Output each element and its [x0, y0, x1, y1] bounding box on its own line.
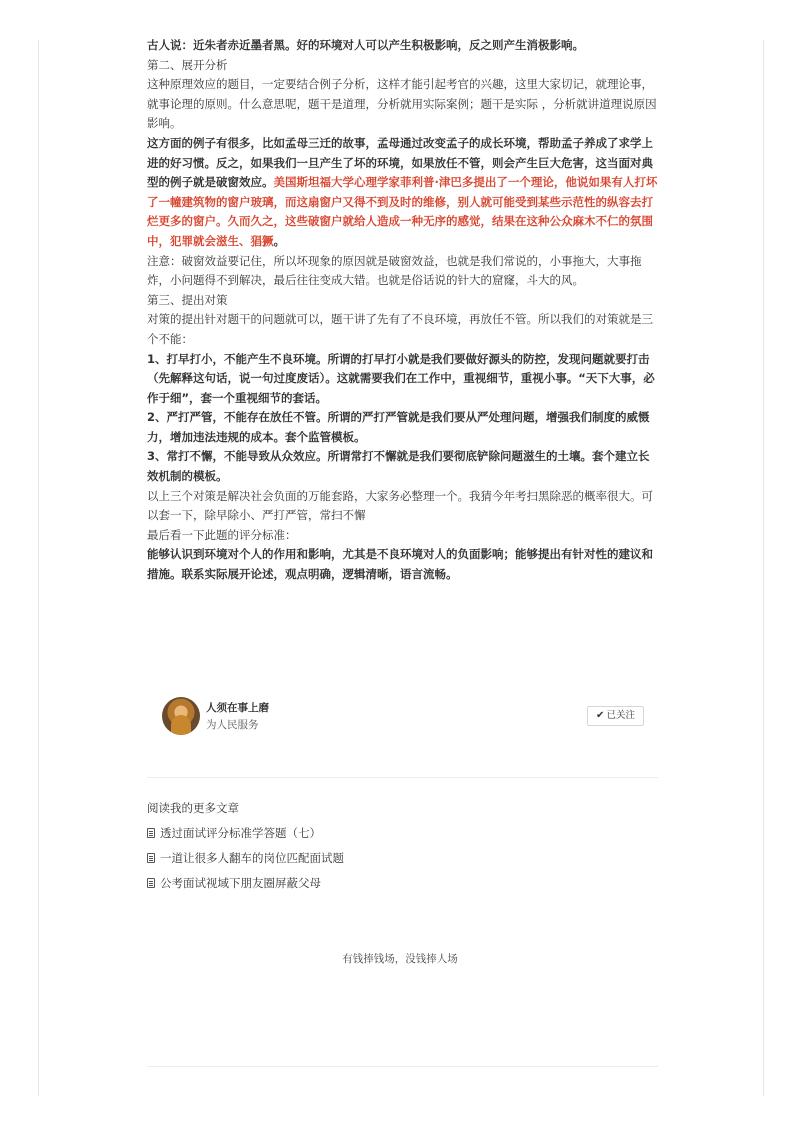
author-subtitle: 为人民服务	[206, 719, 259, 731]
bold-text: 这方面的例子有很多，比如孟母三迁的故事，孟母通过改变孟子的成长环境，帮助孟子养成了求学上进的好习惯。反之，如果我们一旦产生了坏的环境，如果放任不管，则会产生巨大危害，这当面对典型的例子就是破窗效应。	[147, 135, 653, 190]
highlighted-text: 美国斯坦福大学心理学家菲利普·津巴多提出了一个理论，他说如果有人打坏了一幢建筑物的窗户玻璃，而这扇窗户又得不到及时的维修，别人就可能受到某些示范性的纵容去打烂更多的窗户。久而久之，这些破窗户就给人造成一种无序的感觉，结果在这种公众麻木不仁的氛围中，犯罪就会滋生、猖獗	[147, 175, 658, 248]
more-article-link[interactable]	[147, 825, 344, 850]
article-paragraph: 最后看一下此题的评分标准：	[147, 527, 297, 542]
more-article-link[interactable]	[147, 875, 344, 900]
article-paragraph: 以上三个对策是解决社会负面的万能套路，大家务必整理一个。我猜今年考扫黑除恶的概率很大。可以套一下，除早除小、严打严管，常扫不懈	[147, 488, 653, 523]
divider	[147, 777, 658, 778]
avatar[interactable]	[162, 697, 200, 735]
document-icon	[147, 878, 155, 888]
section-heading: 第三、提出对策	[147, 292, 228, 307]
more-article-link[interactable]	[147, 850, 344, 875]
more-article-title: 一道让很多人翻车的岗位匹配面试题	[160, 851, 344, 865]
reward-slogan: 有钱捧钱场，没钱捧人场	[342, 953, 458, 965]
document-icon	[147, 828, 155, 838]
countermeasure-item: 3、常打不懈，不能导致从众效应。所谓常打不懈就是我们要彻底铲除问题滋生的土壤。套个建立长效机制的模板。	[147, 449, 650, 484]
countermeasure-item: 2、严打严管，不能存在放任不管。所谓的严打严管就是我们要从严处理问题，增强我们制度的威慑力，增加违法违规的成本。套个监管模板。	[147, 410, 650, 444]
article-paragraph	[147, 134, 658, 252]
article-paragraph: 古人说：近朱者赤近墨者黑。好的环境对人可以产生积极影响，反之则产生消极影响。	[147, 38, 584, 52]
scoring-standard: 能够认识到环境对个人的作用和影响，尤其是不良环境对人的负面影响；能够提出有针对性的建议和措施。联系实际展开论述，观点明确，逻辑清晰，语言流畅。	[147, 547, 653, 582]
section-heading: 第二、展开分析	[147, 57, 228, 72]
bold-text: 。	[273, 233, 285, 248]
follow-button[interactable]	[587, 706, 644, 726]
checkmark-icon: ✔	[596, 710, 605, 721]
article-body	[147, 36, 658, 585]
page-frame-right-border	[763, 40, 764, 1096]
author-name[interactable]: 人须在事上磨	[206, 702, 269, 714]
page-frame-left-border	[38, 40, 39, 1096]
follow-button-label: 已关注	[606, 710, 635, 721]
more-article-title: 公考面试视域下朋友圈屏蔽父母	[160, 876, 321, 890]
article-paragraph: 这种原理效应的题目，一定要结合例子分析，这样才能引起考官的兴趣，这里大家切记，就理论事，就事论理的原则。什么意思呢，题干是道理，分析就用实际案例；题干是实际 ，分析就讲道理说原因影响。	[147, 77, 657, 131]
more-articles-list	[147, 825, 344, 900]
more-articles-title: 阅读我的更多文章	[147, 801, 239, 815]
document-icon	[147, 853, 155, 863]
countermeasure-item: 1、打早打小，不能产生不良环境。所谓的打早打小就是我们要做好源头的防控，发现问题就要打击（先解释这句话，说一句过度废话）。这就需要我们在工作中，重视细节，重视小事。“天下大事，必作于细”，套一个重视细节的套话。	[147, 351, 655, 405]
divider	[147, 1066, 658, 1067]
more-article-title: 透过面试评分标准学答题（七）	[160, 826, 321, 840]
author-card	[162, 697, 658, 737]
article-paragraph: 注意：破窗效益要记住，所以坏现象的原因就是破窗效益，也就是我们常说的，小事拖大，大事拖炸，小问题得不到解决，最后往往变成大错。也就是俗话说的针大的窟窿，斗大的风。	[147, 253, 642, 288]
article-paragraph: 对策的提出针对题干的问题就可以，题干讲了先有了不良环境，再放任不管。所以我们的对策就是三个不能：	[147, 312, 653, 346]
